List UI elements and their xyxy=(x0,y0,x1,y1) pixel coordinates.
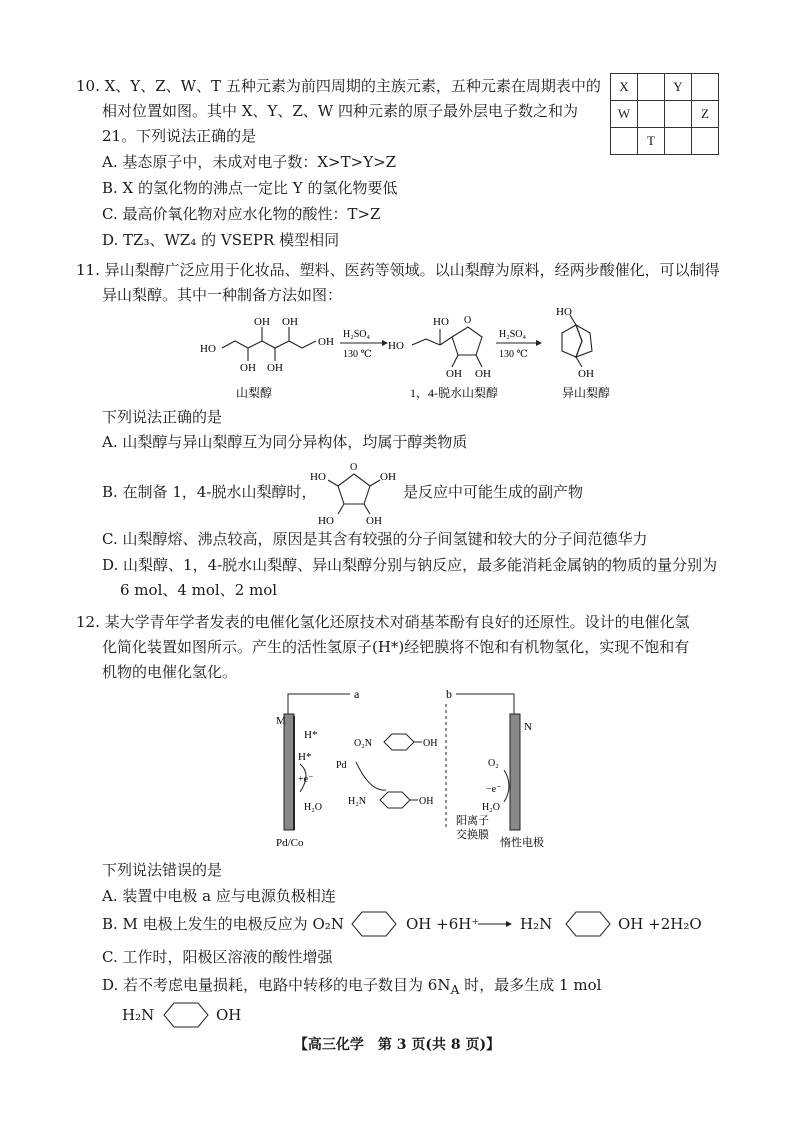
q12-line1: 12. 某大学青年学者发表的电催化氢化还原技术对硝基苯酚有良好的还原性。设计的电催化氢 xyxy=(76,613,690,631)
grid-cell: Y xyxy=(665,74,692,101)
grid-cell xyxy=(665,128,692,155)
right-h2o: H₂O xyxy=(482,802,500,813)
reduction-arrow-icon xyxy=(356,762,386,790)
grid-cell: Z xyxy=(692,101,719,128)
ring-oxygen: O xyxy=(350,462,358,473)
name-sorbitan: 1，4-脱水山梨醇 xyxy=(410,386,498,400)
benzene-ring-icon xyxy=(346,906,402,942)
q12-option-b-pre: B. M 电极上发生的电极反应为 O₂N xyxy=(102,915,344,933)
h-star-label: H* xyxy=(304,729,318,741)
q11-stem: 下列说法正确的是 xyxy=(102,408,223,426)
grid-cell: T xyxy=(638,128,665,155)
grid-cell: W xyxy=(611,101,638,128)
ring-oxygen: O xyxy=(464,315,472,326)
label-m: M xyxy=(276,715,286,727)
o2n-label: O₂N xyxy=(354,738,372,749)
q11-option-c: C. 山梨醇熔、沸点较高，原因是其含有较强的分子间氢键和较大的分子间范德华力 xyxy=(102,530,648,548)
q11-line2: 异山梨醇。其中一种制备方法如图： xyxy=(102,286,343,304)
q10-option-c: C. 最高价氧化物对应水化物的酸性：T>Z xyxy=(102,205,381,223)
arrow-right-icon xyxy=(476,916,512,932)
q11-option-d-line2: 6 mol、4 mol、2 mol xyxy=(120,581,278,599)
o2-label: O₂ xyxy=(488,758,499,769)
sorbitol-oh: OH xyxy=(282,316,298,328)
name-sorbitol: 山梨醇 xyxy=(236,386,273,400)
avogadro-subscript: A xyxy=(450,982,460,997)
sorbitol-oh-right: OH xyxy=(318,336,334,348)
sorbitol-oh: OH xyxy=(254,316,270,328)
oh-label: OH xyxy=(419,796,434,807)
q12-option-c: C. 工作时，阳极区溶液的酸性增强 xyxy=(102,948,333,966)
grid-cell xyxy=(665,101,692,128)
q11-option-a: A. 山梨醇与异山梨醇互为同分异构体，均属于醇类物质 xyxy=(102,433,468,451)
benzene-ring-icon xyxy=(158,997,214,1033)
benzene-ring-icon xyxy=(380,792,410,808)
wire-a xyxy=(288,694,350,714)
q11-option-b-post: 是反应中可能生成的副产物 xyxy=(403,483,584,501)
terminal-b: b xyxy=(446,687,452,701)
arrow-head-icon xyxy=(536,340,542,346)
q12-option-d-post: 时，最多生成 1 mol xyxy=(459,976,602,994)
minus-e-label: −e⁻ xyxy=(486,784,502,795)
isosorbide-oh: OH xyxy=(578,368,594,380)
inert-electrode-label: 惰性电极 xyxy=(500,837,544,849)
sorbitol-ho-left: HO xyxy=(200,343,216,355)
oxidation-arrow-icon xyxy=(504,770,509,802)
isosorbide-ho: HO xyxy=(556,306,572,318)
q12-option-a: A. 装置中电极 a 应与电源负极相连 xyxy=(102,887,336,905)
sorbitan-ho: HO xyxy=(388,340,404,352)
condition-1: 130 ℃ xyxy=(343,349,372,360)
q12-option-d-text: D. 若不考虑电量损耗，电路中转移的电子数目为 6N xyxy=(102,976,451,994)
h2n-label: H₂N xyxy=(348,796,366,807)
q12-option-d-h2n: H₂N xyxy=(122,1006,155,1024)
grid-cell xyxy=(611,128,638,155)
oh-label: OH xyxy=(423,738,438,749)
grid-cell xyxy=(638,74,665,101)
pd-co-label: Pd/Co xyxy=(276,837,304,849)
condition-2: 130 ℃ xyxy=(499,349,528,360)
sorbitan-oh: OH xyxy=(446,368,462,380)
terminal-a: a xyxy=(354,687,360,701)
sorbitol-oh: OH xyxy=(240,362,256,374)
q10-option-b: B. X 的氢化物的沸点一定比 Y 的氢化物要低 xyxy=(102,179,398,197)
wire-b xyxy=(456,694,514,714)
sorbitan-structure xyxy=(412,327,482,367)
electrolysis-device-diagram xyxy=(260,684,560,850)
q12-stem: 下列说法错误的是 xyxy=(102,861,223,879)
byproduct-ho: HO xyxy=(318,515,334,526)
grid-cell xyxy=(692,128,719,155)
q12-option-b-mid: OH +6H⁺ xyxy=(406,915,480,933)
q11-option-d-line1: D. 山梨醇、1，4-脱水山梨醇、异山梨醇分别与钠反应，最多能消耗金属钠的物质的量分别为 xyxy=(102,556,718,574)
q10-line3: 21。下列说法正确的是 xyxy=(102,127,257,145)
grid-cell: X xyxy=(611,74,638,101)
byproduct-ho: HO xyxy=(310,471,326,483)
byproduct-oh: OH xyxy=(366,515,382,526)
sorbitan-oh: OH xyxy=(475,368,491,380)
q12-option-d-oh: OH xyxy=(216,1006,242,1024)
sorbitol-oh: OH xyxy=(267,362,283,374)
q12-line3: 机物的电催化氢化。 xyxy=(102,663,238,681)
label-n: N xyxy=(524,721,532,733)
byproduct-structure xyxy=(308,458,400,526)
q11-line1: 11. 异山梨醇广泛应用于化妆品、塑料、医药等领域。以山梨醇为原料，经两步酸催化，可以制得 xyxy=(76,261,720,279)
sorbitan-ho-top: HO xyxy=(433,316,449,328)
page-footer: 【高三化学 第 3 页(共 8 页)】 xyxy=(293,1037,501,1053)
pd-label: Pd xyxy=(336,760,347,771)
q10-option-a: A. 基态原子中，未成对电子数：X>T>Y>Z xyxy=(102,153,397,171)
sorbitol-reaction-scheme xyxy=(190,305,640,405)
q12-line2: 化简化装置如图所示。产生的活性氢原子(H*)经钯膜将不饱和有机物氢化，实现不饱和有 xyxy=(102,638,690,656)
isosorbide-structure xyxy=(562,315,592,367)
name-isosorbide: 异山梨醇 xyxy=(562,386,611,400)
q10-line2: 相对位置如图。其中 X、Y、Z、W 四种元素的原子最外层电子数之和为 xyxy=(102,102,578,120)
q12-option-b-h2n: H₂N xyxy=(520,915,553,933)
q12-option-b-post: OH +2H₂O xyxy=(618,915,702,933)
left-h2o: H₂O xyxy=(304,802,322,813)
grid-cell xyxy=(638,101,665,128)
membrane-label-1: 阳离子 xyxy=(456,815,489,827)
periodic-table-grid xyxy=(610,73,719,155)
benzene-ring-icon xyxy=(560,906,616,942)
benzene-ring-icon xyxy=(384,734,414,750)
reagent-2: H₂SO₄ xyxy=(499,329,526,340)
sorbitol-structure xyxy=(222,327,316,361)
byproduct-oh: OH xyxy=(380,471,396,483)
plus-e-label: +e⁻ xyxy=(298,774,314,785)
membrane-label-2: 交换膜 xyxy=(456,829,489,841)
q10-line1: 10. X、Y、Z、W、T 五种元素为前四周期的主族元素，五种元素在周期表中的 xyxy=(76,77,601,95)
grid-cell xyxy=(692,74,719,101)
electrode-n xyxy=(510,714,520,830)
q11-option-b-pre: B. 在制备 1，4-脱水山梨醇时， xyxy=(102,483,317,501)
h-star-label-2: H* xyxy=(298,751,312,763)
q10-option-d: D. TZ₃、WZ₄ 的 VSEPR 模型相同 xyxy=(102,231,340,249)
reagent-1: H₂SO₄ xyxy=(343,329,370,340)
electrode-m xyxy=(284,714,294,830)
